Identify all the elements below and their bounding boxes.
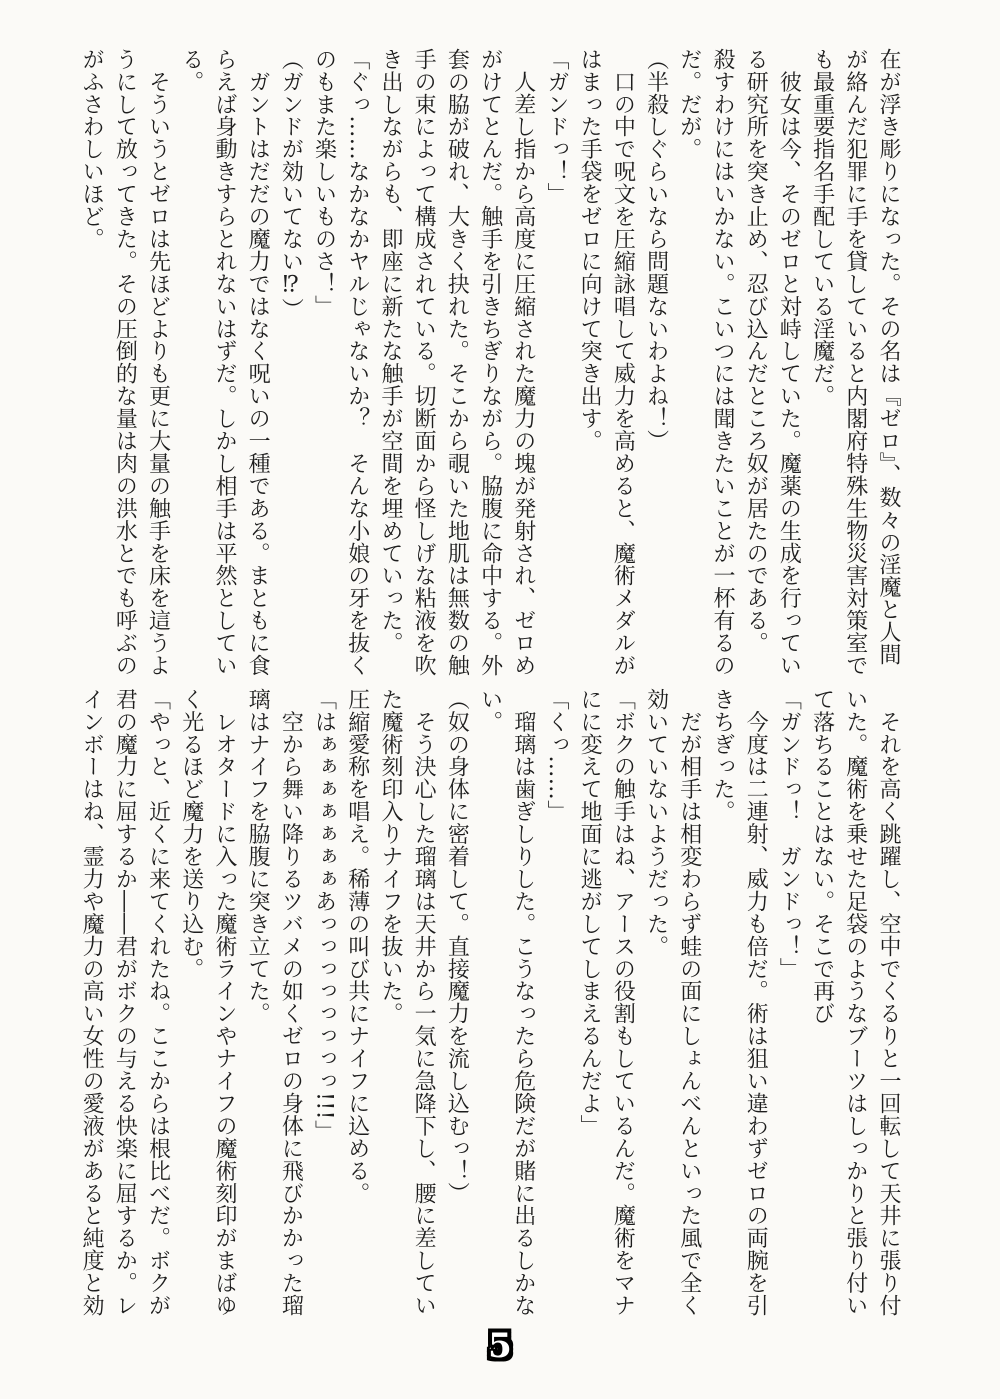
text-line: 「ガンドっ！」 xyxy=(543,48,569,206)
text-line: にに変えて地面に逃がしてしまえるんだよ」 xyxy=(577,688,603,1137)
text-line: （ガンドが効いてない⁉） xyxy=(278,48,304,321)
text-line: 套の脇が破れ、大きく抉れた。そこから覗いた地肌は無数の触 xyxy=(444,48,470,677)
text-line: 「やっと、近くに来てくれたね。ここからは根比べだ。ボクが xyxy=(145,688,171,1317)
top-text-block xyxy=(73,48,905,686)
text-line: 殺すわけにはいかない。こいつには聞きたいことが一杯有るの xyxy=(709,48,735,677)
text-line: も最重要指名手配している淫魔だ。 xyxy=(809,48,835,408)
text-line: 璃はナイフを脇腹に突き立てた。 xyxy=(245,688,271,1025)
text-line: 彼女は今、そのゼロと対峙していた。魔薬の生成を行ってい xyxy=(776,48,802,677)
text-line: い。 xyxy=(477,688,503,733)
text-line: 口の中で呪文を圧縮詠唱して威力を高めると、魔術メダルが xyxy=(610,48,636,677)
text-line: ガントはだだの魔力ではなく呪いの一種である。まともに食 xyxy=(245,48,271,677)
text-line: 効いていないようだった。 xyxy=(643,688,669,958)
text-line: た魔術刻印入りナイフを抜いた。 xyxy=(377,688,403,1025)
text-line: きちぎった。 xyxy=(709,688,735,823)
text-line: 人差し指から高度に圧縮された魔力の塊が発射され、ゼロめ xyxy=(510,48,536,677)
text-line: がけてとんだ。触手を引きちぎりながら。脇腹に命中する。外 xyxy=(477,48,503,677)
text-line: 手の束によって構成されている。切断面から怪しげな粘液を吹 xyxy=(411,48,437,677)
text-line: らえば身動きすらとれないはずだ。しかし相手は平然としてい xyxy=(211,48,237,677)
text-line: うにして放ってきた。その圧倒的な量は肉の洪水とでも呼ぶの xyxy=(112,48,138,677)
text-line: だ。だが。 xyxy=(676,48,702,161)
text-line: 「ガンドっ！ ガンドっ！」 xyxy=(776,688,802,980)
text-line: 今度は二連射、威力も倍だ。術は狙い違わずゼロの両腕を引 xyxy=(743,688,769,1317)
text-line: のもまた楽しいものさ！」 xyxy=(311,48,337,318)
text-line: だが相手は相変わらず蛙の面にしょんべんといった風で全く xyxy=(676,688,702,1317)
text-line: そういうとゼロは先ほどよりも更に大量の触手を床を這うよ xyxy=(145,48,171,677)
text-line: （奴の身体に密着して。直接魔力を流し込むっ！） xyxy=(444,688,470,1205)
text-line: 在が浮き彫りになった。その名は『ゼロ』、数々の淫魔と人間 xyxy=(876,48,901,666)
page-number: 5 xyxy=(488,1326,512,1366)
text-line: レオタードに入った魔術ラインやナイフの魔術刻印がまばゆ xyxy=(211,688,237,1317)
bottom-text-block xyxy=(73,688,905,1326)
text-line: インボーはね、霊力や魔力の高い女性の愛液があると純度と効 xyxy=(79,688,105,1317)
text-line: いた。魔術を乗せた足袋のようなブーツはしっかりと張り付い xyxy=(842,688,868,1317)
text-line: て落ちることはない。そこで再び xyxy=(809,688,835,1025)
text-line: 瑠璃は歯ぎしりした。こうなったら危険だが賭に出るしかな xyxy=(510,688,536,1317)
text-line: る研究所を突き止め、忍び込んだところ奴が居たのである。 xyxy=(743,48,769,655)
text-line: そう決心した瑠璃は天井から一気に急降下し、腰に差してい xyxy=(411,688,437,1317)
text-line: 「くっ……」 xyxy=(543,688,569,823)
text-line: 「はぁぁぁぁぁぁぁあっっっっっっっっ!!!」 xyxy=(311,688,337,1143)
text-line: 「ボクの触手はね、アースの役割もしているんだ。魔術をマナ xyxy=(610,688,636,1317)
text-line: が絡んだ犯罪に手を貸していると内閣府特殊生物災害対策室で xyxy=(842,48,868,677)
text-line: 「ぐっ……なかなかヤルじゃないか？ そんな小娘の牙を抜く xyxy=(344,48,370,677)
text-line: 君の魔力に屈するか――君がボクの与える快楽に屈するか。レ xyxy=(112,688,138,1317)
text-line: がふさわしいほど。 xyxy=(79,48,105,251)
text-line: （半殺しぐらいなら問題ないわよね！） xyxy=(643,48,669,453)
text-line: 空から舞い降りるツバメの如くゼロの身体に飛びかかった瑠 xyxy=(278,688,304,1317)
text-line: く光るほど魔力を送り込む。 xyxy=(178,688,204,980)
text-line: る。 xyxy=(178,48,204,93)
text-line: それを高く跳躍し、空中でくるりと一回転して天井に張り付 xyxy=(876,688,901,1317)
text-line: 圧縮愛称を唱え。稀薄の叫び共にナイフに込める。 xyxy=(344,688,370,1205)
text-line: き出しながらも、即座に新たな触手が空間を埋めていった。 xyxy=(377,48,403,655)
text-line: はまった手袋をゼロに向けて突き出す。 xyxy=(577,48,603,453)
